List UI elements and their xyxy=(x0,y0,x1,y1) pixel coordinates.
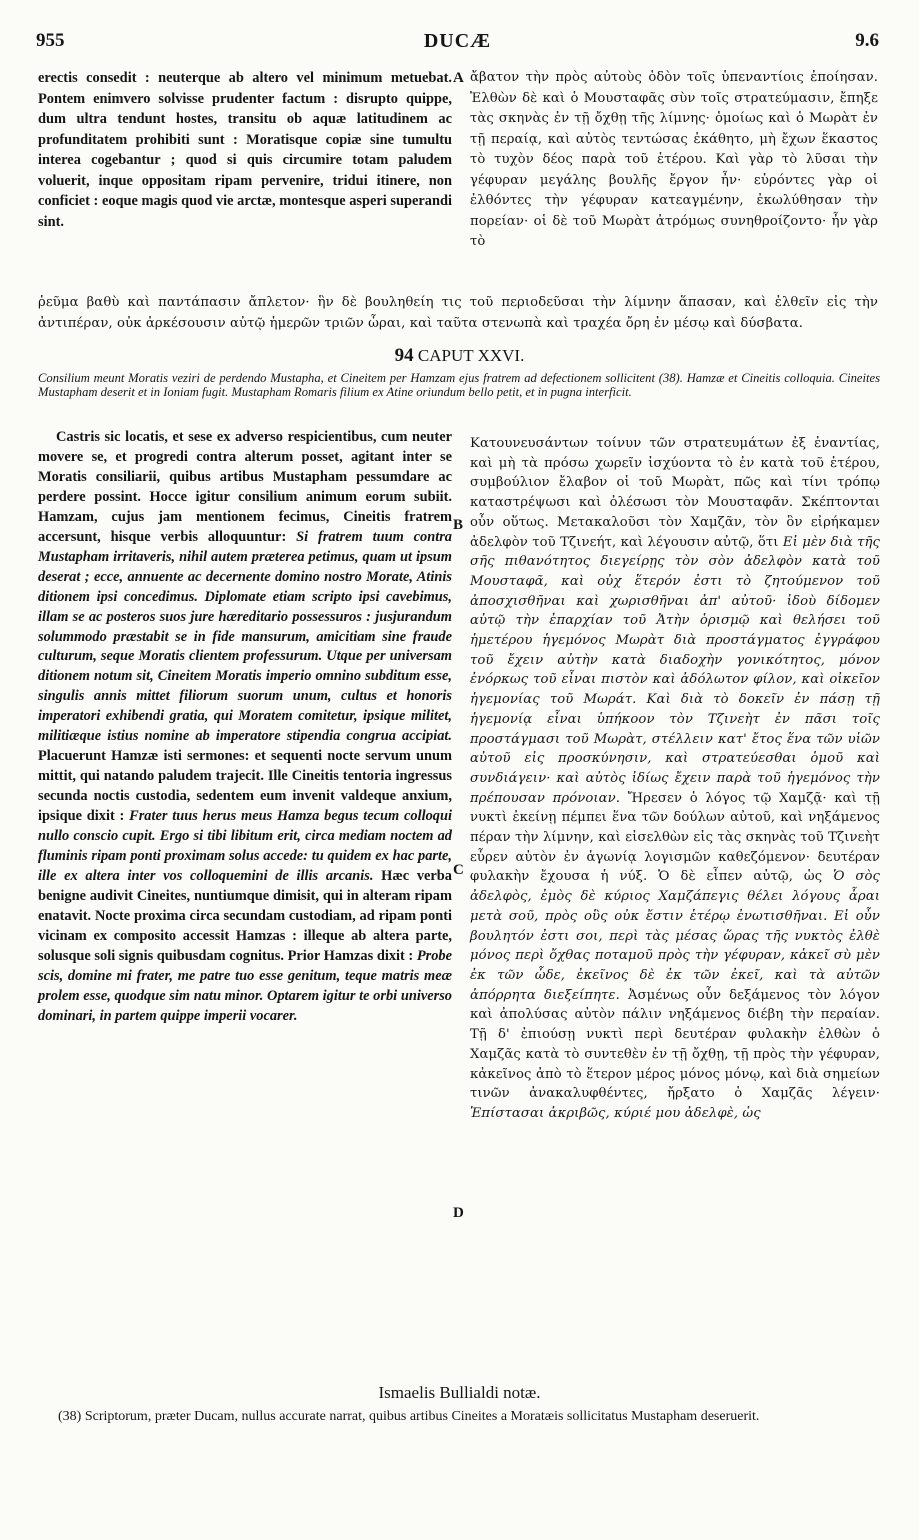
main-greek-paragraph xyxy=(470,434,880,1124)
main-greek-run: Ὁ σὸς ἀδελφὸς, ἐμὸς δὲ κύριος Χαμζάπεγις θέλει λόγους ἆραι μετὰ σοῦ, πρὸς οὓς οὐκ ἔστιν ἑτέρῳ ἐνωτισθῆναι. Εἰ οὖν βουλητόν ἐστι σοι, περὶ τὰς μέσας ὥρας τῆς νυκτὸς ἐλθὲ μόνος περὶ ὄχθας ποταμοῦ πρὸς τὴν γέφυραν, κἀκεῖ σὺ μὲν ἐκ τῶν ὧδε, ἐκεῖνος δὲ ἐκ τῶν ἐκεῖ, καὶ τὰ αὐτῶν ἀπόρρητα διεξείπητε. xyxy=(470,869,881,1003)
main-greek-run: Εἰ μὲν διὰ τῆς σῆς πιθανότητος διεγείρῃς τὸν σὸν ἀδελφὸν κατὰ τοῦ Μουσταφᾶ, καὶ οὐχ ἕτερόν ἐστι τὸ ζητούμενον τοῦ ἀποσχισθῆναι καὶ χωρισθῆναι ἀπ' αὐτοῦ· ἰδοὺ δίδομεν αὐτῷ τὴν ἐπαρχίαν τοῦ Ἀτὴν ὁρισμῷ καὶ θελήσει τοῦ ἡμετέρου ἡγεμόνος Μωρὰτ διὰ προστάγματος ἐγγράφου τοῦ ἔχειν αὐτὴν κατὰ διαδοχὴν γονικότητος, μόνον ἐνόρκως τοῦ εἶναι πιστὸν καὶ ἀδόλωτον φίλον, καὶ οἰκεῖον ἡγεμονίας τοῦ Μωράτ. Καὶ διὰ τὸ δοκεῖν ἐν πάσῃ τῇ ἡγεμονίᾳ εἶναι ὑπήκοον τὸν Τζινεὴτ ἐν πᾶσι τοῖς προστάγμασι τοῦ Μωρὰτ, στέλλειν κατ' ἔτος ἕνα τῶν υἱῶν αὐτοῦ εἰς προσκύνησιν, καὶ στρατεύεσθαι ὁμοῦ καὶ συνδιάγειν· καὶ αὐτὸς ἰδίως ἔχειν παρὰ τοῦ ἡγεμόνος τὴν πρέπουσαν πρόνοιαν. xyxy=(470,534,880,806)
margin-marker-b: B xyxy=(453,517,464,533)
chapter-heading xyxy=(0,345,919,367)
main-greek-run: Κατουνευσάντων τοίνυν τῶν στρατευμάτων ἐξ ἐναντίας, καὶ μὴ τὰ πρόσω χωρεῖν ἰσχύοντα τὸ ἐν κατὰ τοῦ ἑτέρου, συμβούλιον ἔλαβον οἱ τοῦ Μωρὰτ, πῶς καὶ τίνι τρόπῳ καταστρέψωσι καὶ ὀλέσωσι τὸν Μουσταφᾶν. Σκέπτονται οὖν οὕτως. Μετακαλοῦσι τὸν Χαμζᾶν, τὸν ὃν εἰρήκαμεν ἀδελφὸν τοῦ Τζινεήτ, καὶ λέγουσιν αὐτῷ, ὅτι xyxy=(470,436,880,550)
margin-marker-a: A xyxy=(453,70,464,86)
margin-marker-d: D xyxy=(453,1205,464,1221)
chapter-summary: Consilium meunt Moratis veziri de perdendo Mustapha, et Cineitem per Hamzam ejus fratrem ad defectionem sollicitent (38). Hamzæ et Cineitis colloquia. Cineites Mustapham deserit et in Ioniam fugit. Mustapham Romaris filium ex Atine oriundum bello petit, et in pugna interficit. xyxy=(38,371,880,399)
main-latin-run: Si fratrem tuum contra Mustapham irritaveris, nihil autem præterea petimus, quam ut ipsum deserat ; ecce, annuente ac decernente domino nostro Morate, Atinis ditionem ipsi concedimus. Diplomate etiam scripto ipsi cavebimus, illam se ac posteros suos jure hæreditario possessuros : jusjurandum solummodo præstabit se in fide mansurum, amicitiam sine fraude culturum, seque Moratis clientem professurum. Utque per universam ditionem notum sit, Cineitem Moratis imperio omnino subditum esse, singulis annis mittet filiorum suorum unum, cultus et honoris imperatori exhibendi gratia, qui Moratem comitetur, ipsique militet, militiæque istius nomine ab imperatore stipendia congrua accipiat. xyxy=(38,528,452,745)
page-number-left: 955 xyxy=(36,30,65,51)
main-greek-run: Ἤρεσεν ὁ λόγος τῷ Χαμζᾷ· καὶ τῇ νυκτὶ ἐκείνῃ πέμπει ἕνα τῶν δούλων αὐτοῦ, καὶ νηξάμενος πέραν τὴν λίμνην, καὶ εἰσελθὼν εἰς τὰς σκηνὰς τοῦ Τζινεὴτ εὗρεν αὐτὸν ἐν ἀγωνίᾳ λογισμῶν καθεζόμενον· δευτέραν φυλακὴν ἔχουσα ἡ νύξ. Ὁ δὲ εἶπεν αὐτῷ, ὡς xyxy=(470,790,880,885)
top-greek-column xyxy=(470,68,878,253)
running-title: DUCÆ xyxy=(423,30,492,52)
top-greek-text: ἄβατον τὴν πρὸς αὐτοὺς ὁδὸν τοῖς ὑπεναντίοις ἐποίησαν. Ἐλθὼν δὲ καὶ ὁ Μουσταφᾶς σὺν τοῖς στρατεύμασιν, ἔπηξε τὰς σκηνὰς ἐν τῇ ὄχθῃ τῆς λίμνης· ὁμοίως καὶ ὁ Μωρὰτ ἐν τῇ περαίᾳ, καὶ αὐτὸς τεντώσας ἐκάθητο, μὴ ἔχων ἕκαστος τὸ τυχὸν δέος παρὰ τοῦ ἑτέρου. Καὶ γὰρ τὸ λῦσαι τὴν γέφυραν μεγάλης βουλῆς ἔργον ἦν· εὑρόντες γὰρ οἱ ἐλθόντες τὴν γέφυραν κατεαγμένην, ἐκωλύθησαν τὴν πορείαν· οἱ δὲ τοῦ Μωρὰτ ἀτρόμως συνηθροίζοντο· ἦν γὰρ τὸ xyxy=(470,70,878,249)
main-greek-run: Ἀσμένως οὖν δεξάμενος τὸν λόγον καὶ ἀπολύσας αὐτὸν πάλιν νηξάμενος διέβη τὴν περαίαν. Τῇ δ' ἐπιούσῃ νυκτὶ περὶ δευτέραν φυλακὴν ἐλθὼν ὁ Χαμζᾶς κατὰ τὸ συντεθὲν ἐν τῇ ὄχθῃ, τῇ πρὸς τὴν γέφυραν, κἀκεῖνος ἀπὸ τὸ ἕτερον μέρος μόνος μόνῳ, καὶ διὰ σημείων τινῶν ἀνακαλυφθέντες, ἤρξατο ὁ Χαμζᾶς λέγειν· xyxy=(470,987,880,1102)
main-latin-run: Placuerunt Hamzæ isti sermones: et sequenti nocte servum unum mittit, qui natando paludem trajecit. Ille Cineitis tentoria ingressus secunda noctis custodia, sedentem eum invenit valdeque anxium, ipsique dixit : xyxy=(38,748,452,825)
top-latin-text: erectis consedit : neuterque ab altero vel minimum metuebat. Pontem enimvero solvisse prudenter factum : disrupto quippe, dum ultra tendunt hostes, transitu ob aquæ latitudinem ac profunditatem prohibiti sunt : Moratisque copiæ sine tumultu interea cogebantur ; quod si quis circumire totam paludem voluerit, inque oppositam ripam pervenire, tridui itinere, non conficiet : eoque magis quod vie arctæ, montesque asperi superandi sint. xyxy=(38,70,452,230)
main-latin-paragraph xyxy=(38,428,452,1027)
full-width-greek-text: ῥεῦμα βαθὺ καὶ παντάπασιν ἄπλετον· ἣν δὲ βουληθείη τις τοῦ περιοδεῦσαι τὴν λίμνην ἅπασαν, καὶ ἐλθεῖν εἰς τὴν ἀντιπέραν, οὐκ ἀρκέσουσιν αὐτῷ ἡμερῶν τριῶν ὧραι, καὶ ταῦτα στενωπὰ καὶ τραχέα ὄρη ἐν μέσῳ καὶ δύσβατα. xyxy=(38,295,878,331)
page-header xyxy=(36,30,879,60)
page-number-right: 9.6 xyxy=(855,30,879,51)
notes-heading: Ismaelis Bullialdi notæ. xyxy=(378,1383,541,1402)
top-latin-column xyxy=(38,68,452,232)
chapter-title: CAPUT XXVI. xyxy=(417,346,525,365)
margin-marker-c: C xyxy=(453,862,464,878)
main-latin-run: Frater tuus herus meus Hamza begus tecum colloqui nullo conscio cupit. Ergo si tibi libitum erit, circa mediam noctem ad fluminis ripam ponti proximam solus accede: tu quidem ex hac parte, ille ex altera inter vos colloquemini de illis arcanis. xyxy=(38,808,452,884)
main-greek-run: Ἐπίστασαι ἀκριβῶς, κύριέ μου ἀδελφὲ, ὡς xyxy=(470,1105,761,1121)
main-latin-column xyxy=(38,428,452,1027)
main-latin-run: Hæc verba benigne audivit Cineites, nuntiumque dimisit, qui in alteram ripam enatavit. Nocte proxima circa secundam custodiam, ad ripam ponti vicinam ex composito accessit Hamzas : illeque ab altera parte, solusque soli signis quibusdam cognitus. Prior Hamzas dixit : xyxy=(38,867,452,964)
main-latin-run: Probe scis, domine mi frater, me patre tuo esse genitum, teque matris meæ prolem esse, quodque sim natu minor. Optarem igitur te orbi universo dominari, in partem quippe imperii vocarer. xyxy=(38,947,452,1024)
main-greek-column xyxy=(470,434,880,1124)
main-latin-run: Castris sic locatis, et sese ex adverso respicientibus, cum neuter movere se, et progredi contra alterum posset, agitant inter se Moratis consiliarii, quibus artibus Mustapham pessumdare ac perdere possint. Hocce igitur consilium animum eorum subiit. Hamzam, cujus jam mentionem fecimus, Cineitis fratrem accersunt, hisque verbis alloquuntur: xyxy=(38,429,452,545)
chapter-number: 94 xyxy=(394,345,414,366)
full-width-greek xyxy=(38,293,878,334)
footnote-38: (38) Scriptorum, præter Ducam, nullus accurate narrat, quibus artibus Cineites a Moratæis sollicitatus Mustapham deseruerit. xyxy=(58,1409,760,1424)
